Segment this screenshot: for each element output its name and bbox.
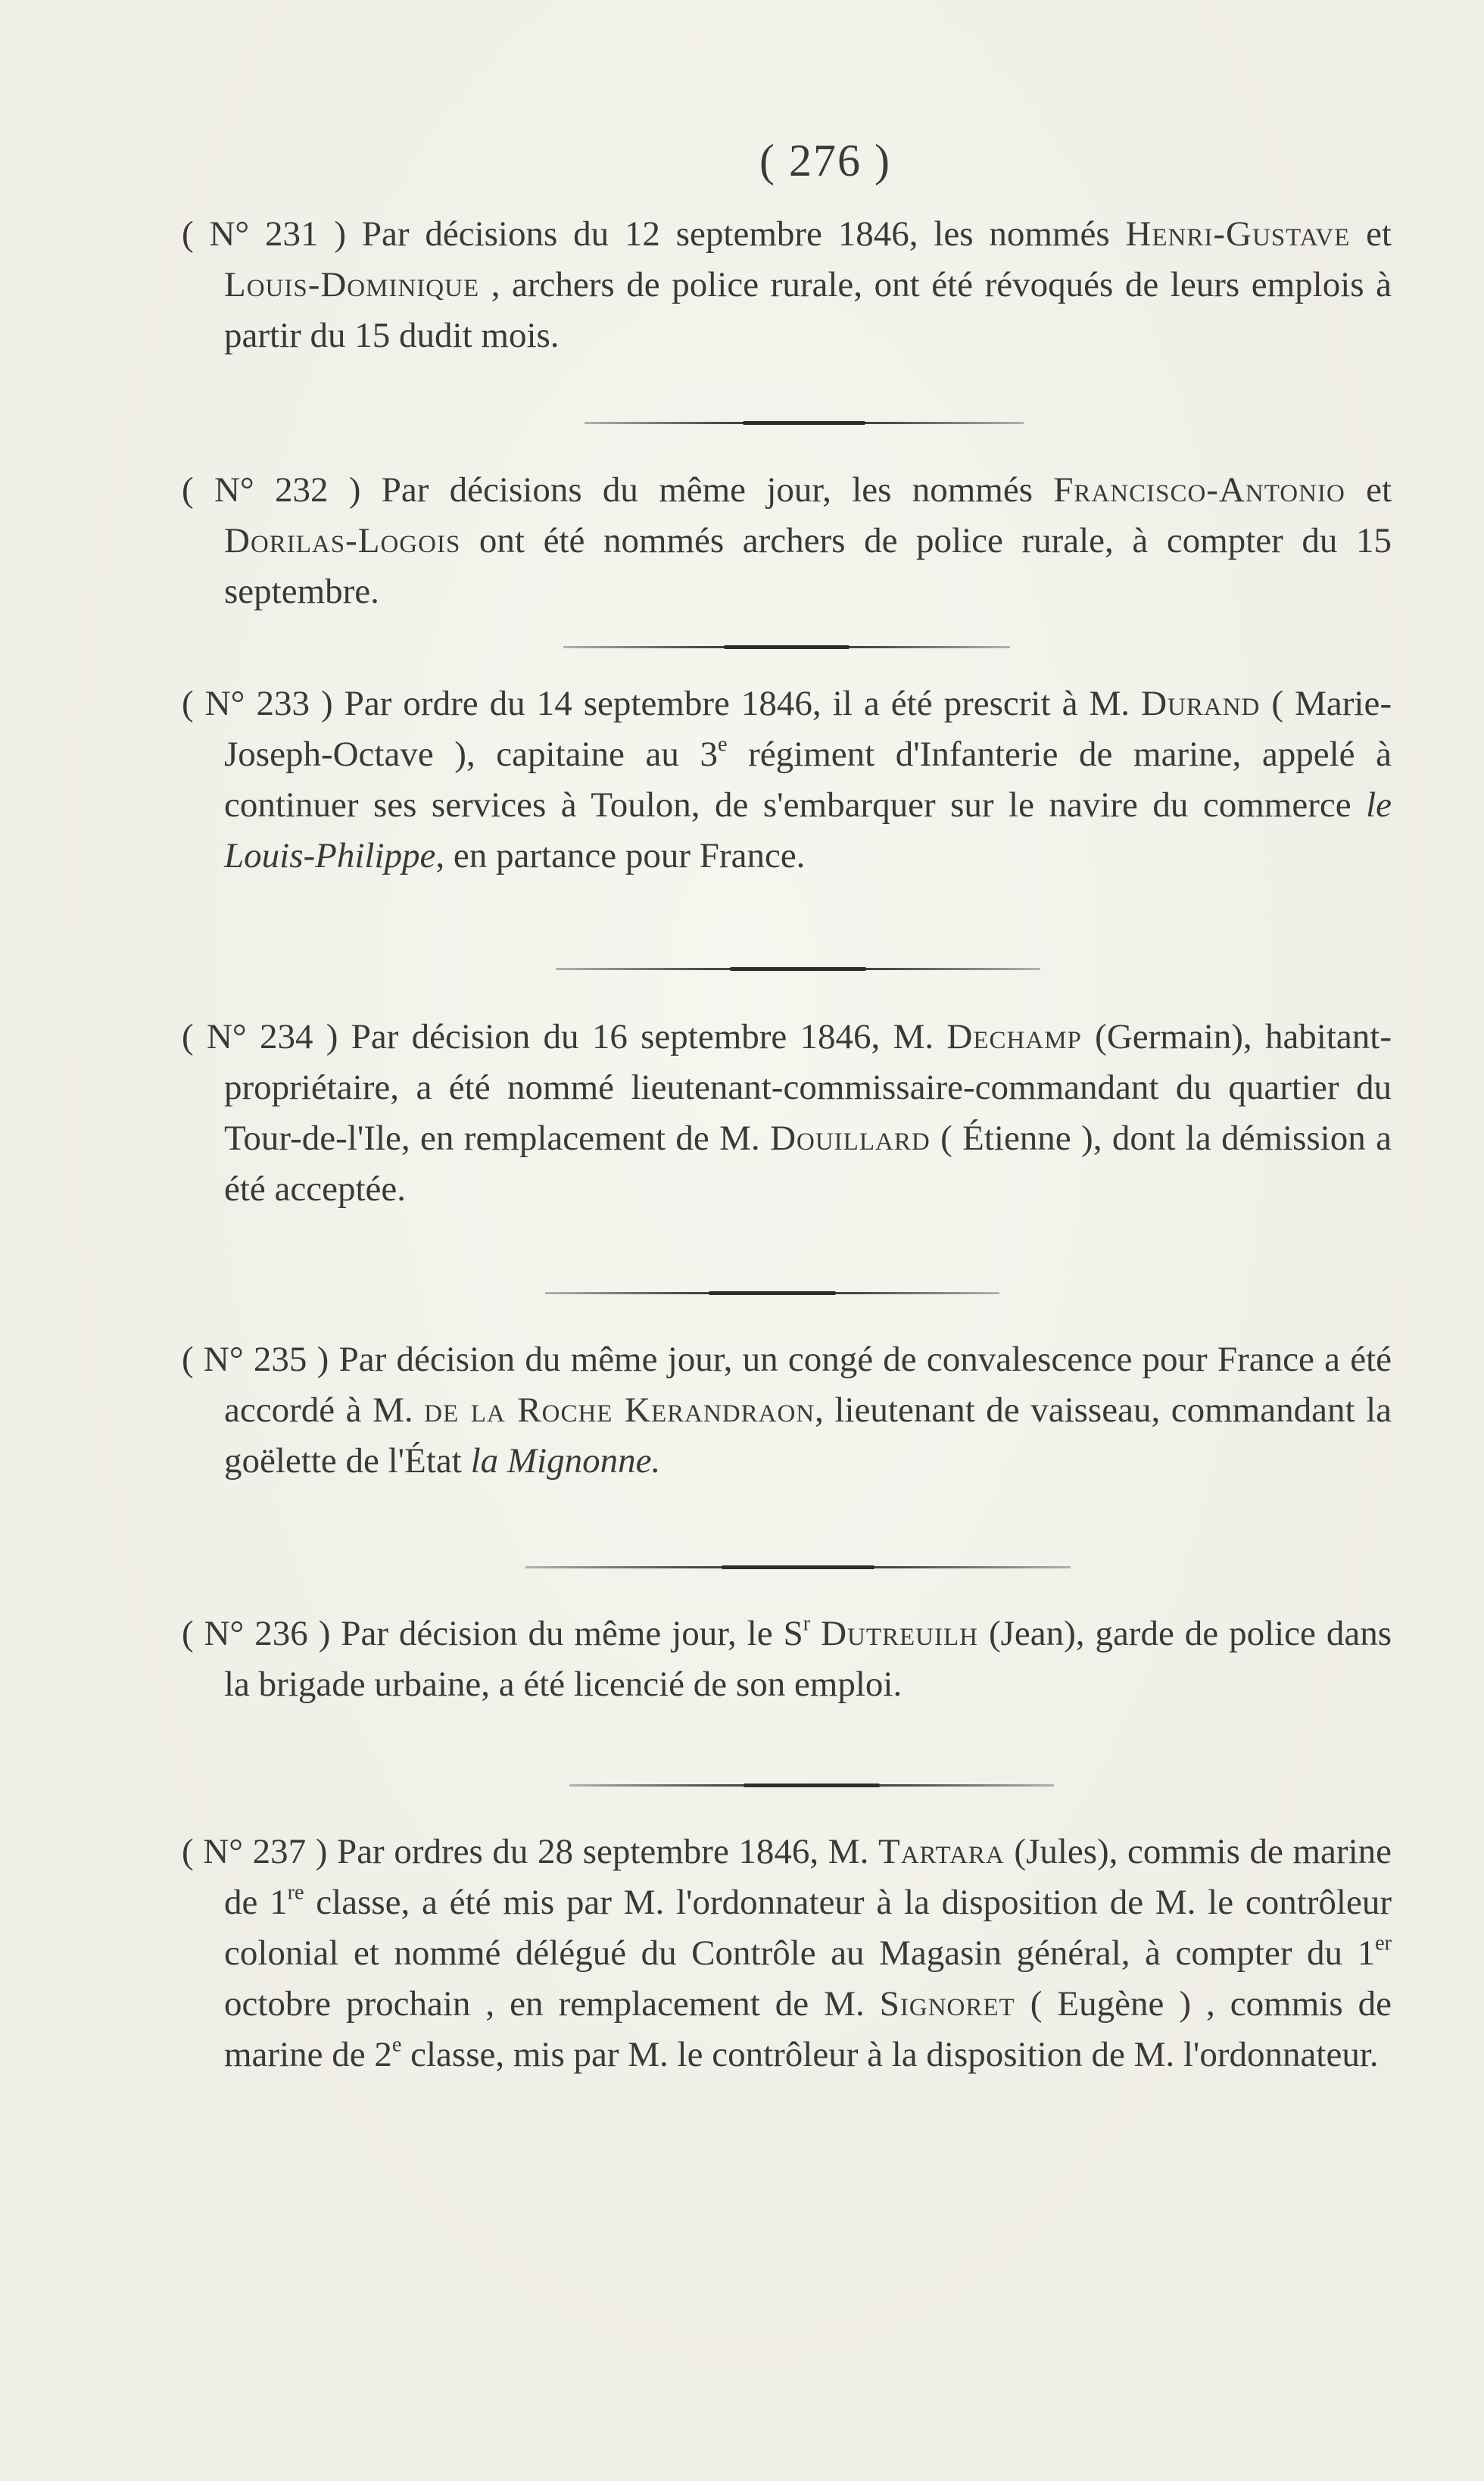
separator-rule bbox=[563, 646, 1010, 648]
person-name: Louis-Dominique bbox=[224, 265, 480, 304]
entry-number: ( N° 234 ) bbox=[182, 1017, 338, 1056]
entry-number: ( N° 235 ) bbox=[182, 1340, 329, 1379]
separator-rule bbox=[569, 1784, 1054, 1787]
ship-name: la Mignonne. bbox=[470, 1441, 661, 1481]
entry-number: ( N° 237 ) bbox=[182, 1832, 328, 1871]
page-number: ( 276 ) bbox=[759, 136, 891, 186]
person-name: Dutreuilh bbox=[821, 1614, 978, 1653]
entry-234: ( N° 234 ) Par décision du 16 septembre 1846, M. Dechamp (Germain), habitant-propriétaire, a été nommé lieutenant-commissaire-commandant du quartier du Tour-de-l'Ile, en remplacement de M. Douillard ( Étienne ), dont la démission a été acceptée. bbox=[182, 1017, 1392, 1209]
person-name: Tartara bbox=[878, 1832, 1005, 1871]
entry-number: ( N° 231 ) bbox=[182, 214, 347, 254]
ship-name: le Louis-Philippe bbox=[224, 785, 1392, 875]
person-name: Signoret bbox=[879, 1984, 1015, 2024]
entry-236: ( N° 236 ) Par décision du même jour, le $S^r$ Dutreuilh (Jean), garde de police dans la brigade urbaine, a été licencié de son emploi. bbox=[182, 1612, 1392, 1704]
entry-231: ( N° 231 ) Par décisions du 12 septembre 1846, les nommés Henri-Gustave et Louis-Dominique , archers de police rurale, ont été révoqués de leurs emplois à partir du 15 dudit mois. bbox=[182, 214, 1392, 355]
separator-rule bbox=[545, 1292, 999, 1294]
separator-rule bbox=[525, 1566, 1071, 1568]
person-name: Durand bbox=[1141, 684, 1261, 723]
entry-number: ( N° 233 ) bbox=[182, 684, 333, 723]
person-name: Douillard bbox=[770, 1119, 931, 1158]
person-name: de la Roche Kerandraon bbox=[424, 1390, 815, 1430]
person-name: Dechamp bbox=[946, 1017, 1082, 1056]
entry-number: ( N° 232 ) bbox=[182, 470, 361, 510]
person-name: Francisco-Antonio bbox=[1053, 470, 1345, 510]
separator-rule bbox=[585, 422, 1024, 424]
separator-rule bbox=[556, 968, 1040, 970]
entry-232: ( N° 232 ) Par décisions du même jour, les nommés Francisco-Antonio et Dorilas-Logois ont été nommés archers de police rurale, à compter du 15 septembre. bbox=[182, 470, 1392, 611]
person-name: Dorilas-Logois bbox=[224, 521, 461, 560]
entry-235: ( N° 235 ) Par décision du même jour, un congé de convalescence pour France a été accordé à M. de la Roche Kerandraon, lieutenant de vaisseau, commandant la goëlette de l'État la Mignonne. bbox=[182, 1340, 1392, 1481]
entry-237: ( N° 237 ) Par ordres du 28 septembre 1846, M. Tartara (Jules), commis de marine de 1re classe, a été mis par M. l'ordonnateur à la disposition de M. le contrôleur colonial et nommé délégué du Contrôle au Magasin général, à compter du 1er octobre prochain , en remplacement de M. Signoret ( Eugène ) , commis de marine de 2e classe, mis par M. le contrôleur à la disposition de M. l'ordonnateur. bbox=[182, 1832, 1392, 2074]
entry-number: ( N° 236 ) bbox=[182, 1614, 331, 1653]
entry-233: ( N° 233 ) Par ordre du 14 septembre 1846, il a été prescrit à M. Durand ( Marie-Joseph-Octave ), capitaine au 3e régiment d'Infanterie de marine, appelé à continuer ses services à Toulon, de s'embarquer sur le navire du commerce le Louis-Philippe, en partance pour France. bbox=[182, 684, 1392, 875]
person-name: Henri-Gustave bbox=[1125, 214, 1351, 254]
